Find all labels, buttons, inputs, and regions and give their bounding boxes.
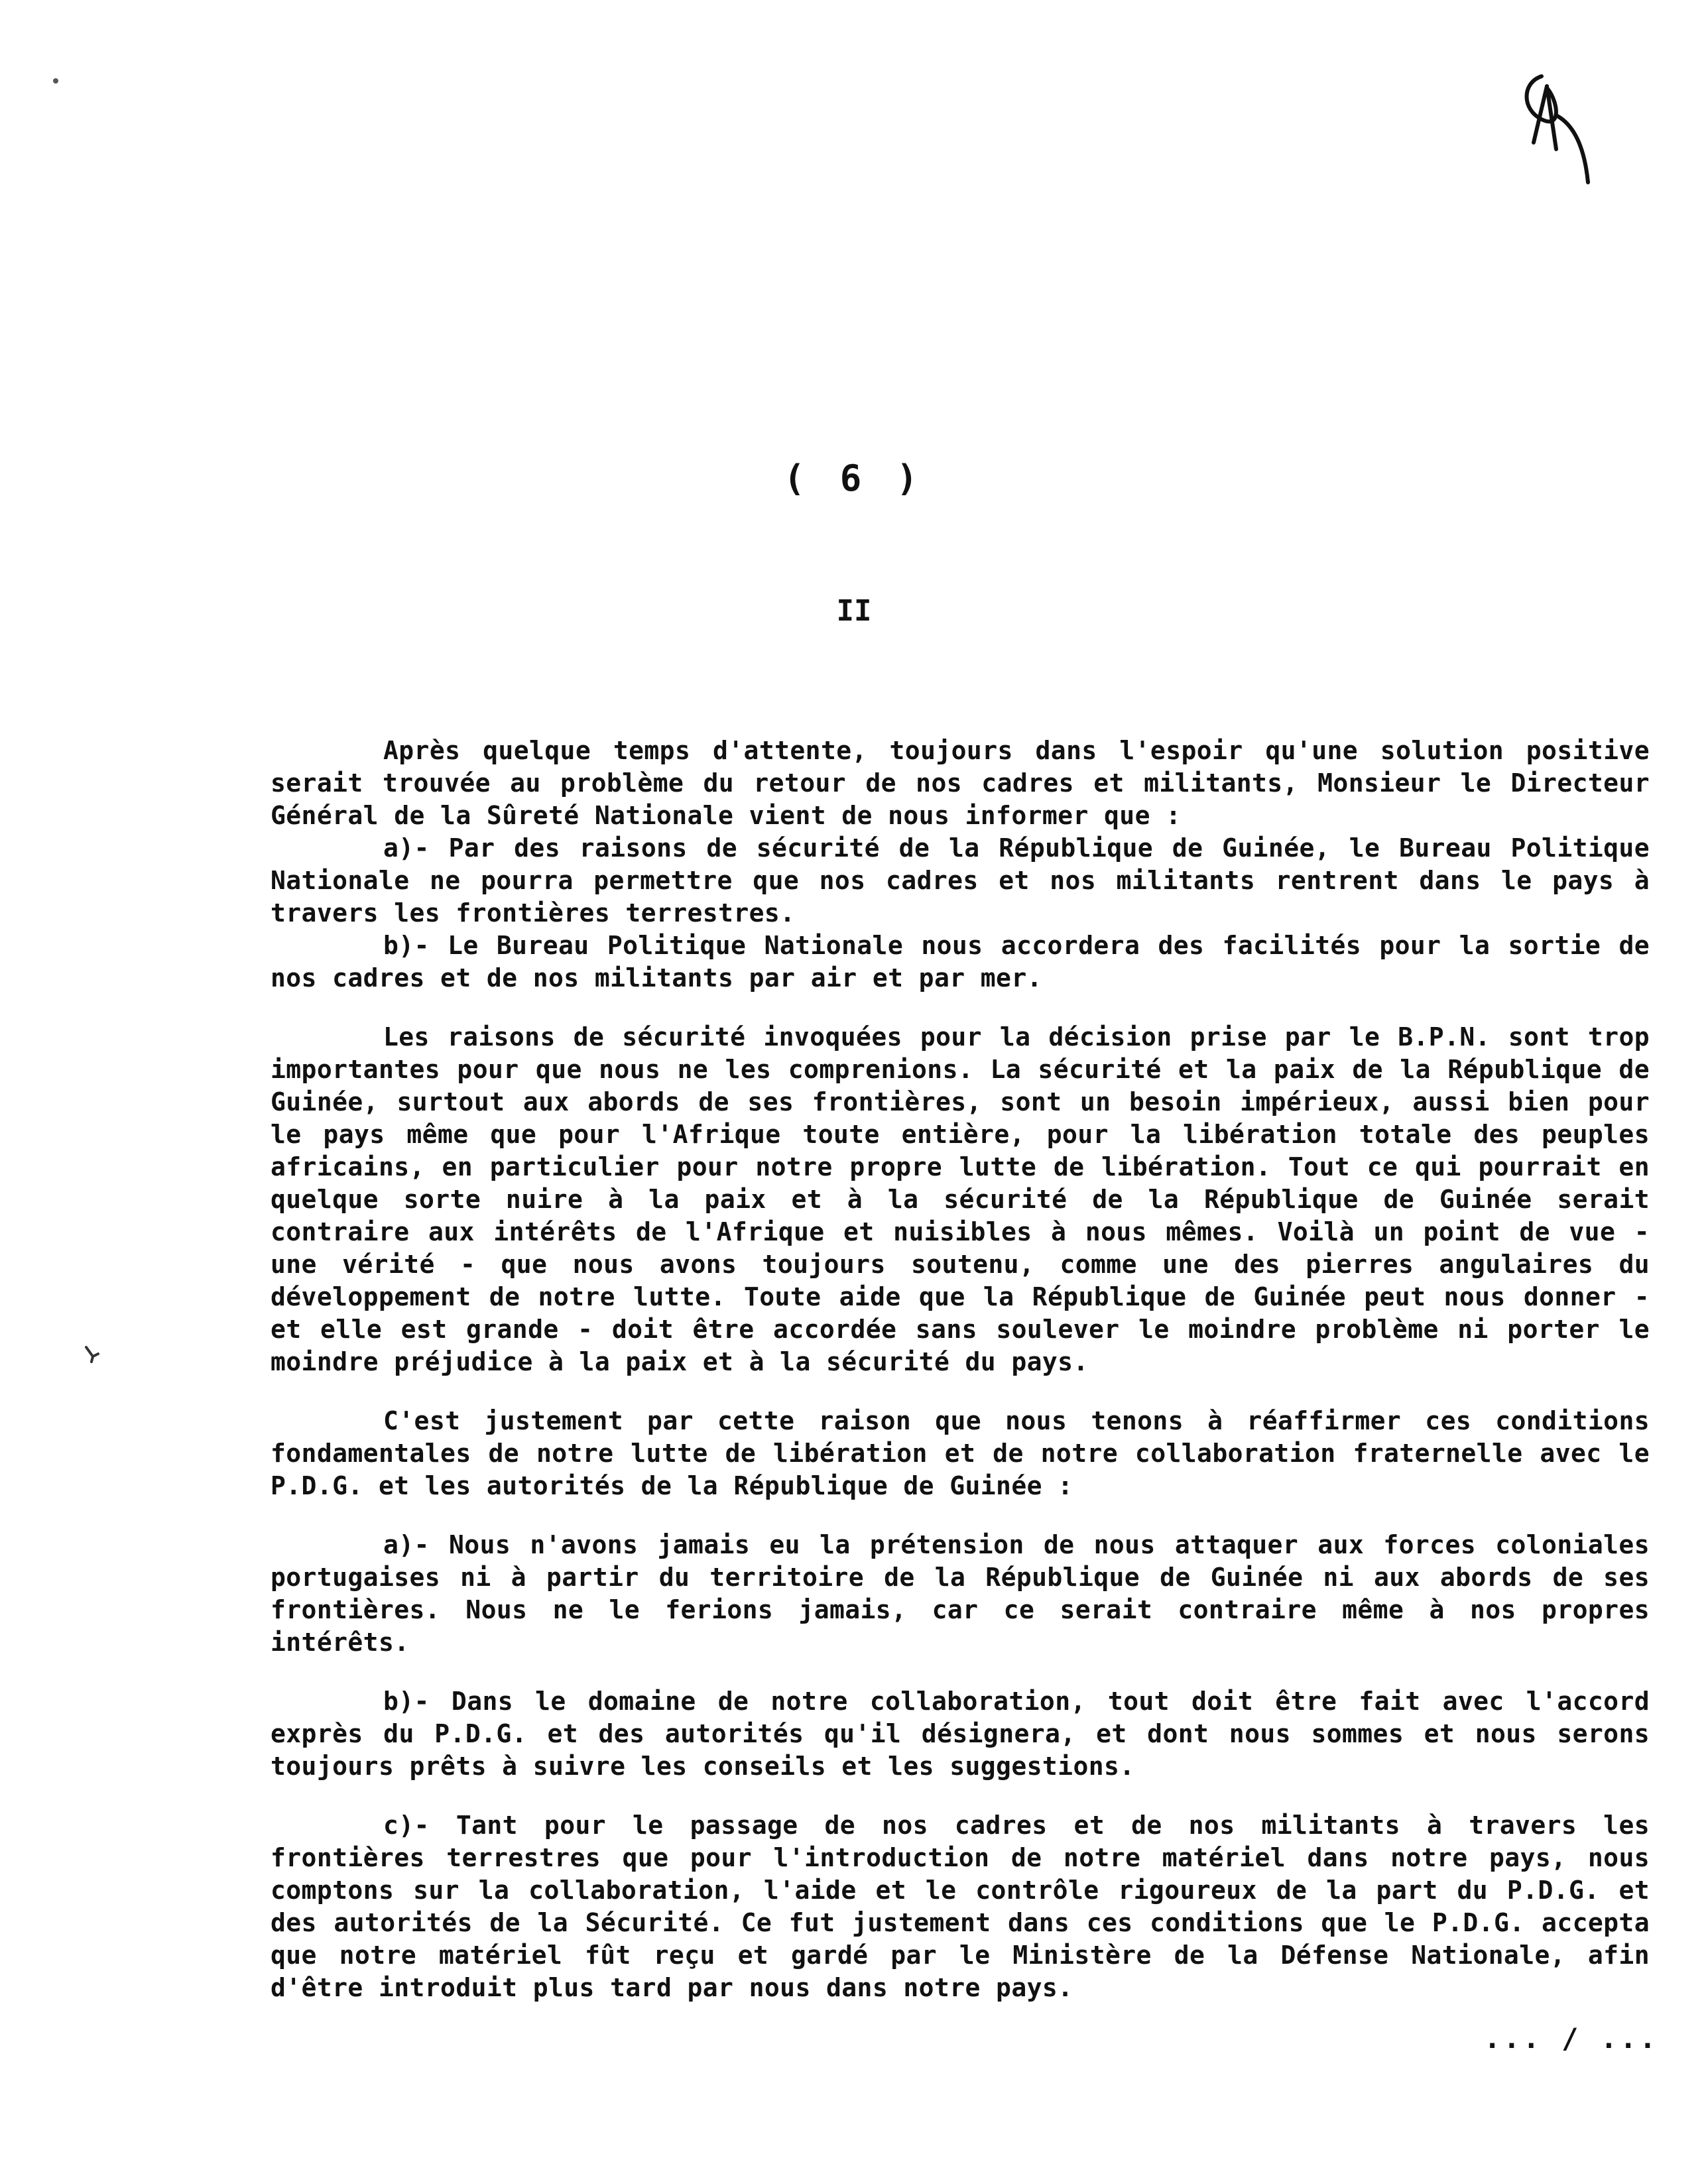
scan-speck-left-margin xyxy=(82,1345,102,1364)
paragraph-condition-b: b)- Dans le domaine de notre collaboration, tout doit être fait avec l'accord exprès du P.D.G. et des autorités qu'il désignera, et dont nous sommes et nous serons toujours prêts à suivre les conseils et les suggestions. xyxy=(271,1687,1650,1781)
paragraph-condition-c: c)- Tant pour le passage de nos cadres et de nos militants à travers les frontières terrestres que pour l'introduction de notre matériel dans notre pays, nous comptons sur la collaboration, l'aide et le contrôle rigoureux de la part du P.D.G. et des autorités de la Sécurité. Ce fut justement dans ces conditions que le P.D.G. accepta que notre matériel fût reçu et gardé par le Ministère de la Défense Nationale, afin d'être introduit plus tard par nous dans notre pays. xyxy=(271,1811,1650,2002)
scan-speck-top-left xyxy=(49,74,62,88)
document-body xyxy=(271,735,1650,2004)
continuation-mark: ... / ... xyxy=(1484,2022,1659,2055)
handwritten-initial-signature xyxy=(1495,63,1601,196)
paragraph-reaffirm-conditions: C'est justement par cette raison que nous tenons à réaffirmer ces conditions fondamentales de notre lutte de libération et de notre collaboration fraternelle avec le P.D.G. et les autorités de la République de Guinée : xyxy=(271,1406,1650,1500)
section-heading: II xyxy=(836,594,872,628)
paragraph-intro-point-b: b)- Le Bureau Politique Nationale nous accordera des facilités pour la sortie de nos cadres et de nos militants par air et par mer. xyxy=(271,931,1650,992)
paragraph-intro-point-a: a)- Par des raisons de sécurité de la République de Guinée, le Bureau Politique Nationale ne pourra permettre que nos cadres et nos militants rentrent dans le pays à travers les frontières terrestres. xyxy=(271,833,1650,928)
page-number: ( 6 ) xyxy=(783,457,925,499)
paragraph-intro: Après quelque temps d'attente, toujours dans l'espoir qu'une solution positive serait trouvée au problème du retour de nos cadres et militants, Monsieur le Directeur Général de la Sûreté Nationale vient de nous informer que : xyxy=(271,736,1650,830)
paragraph-condition-a: a)- Nous n'avons jamais eu la prétension de nous attaquer aux forces coloniales portugaises ni à partir du territoire de la République de Guinée ni aux abords de ses frontières. Nous ne le ferions jamais, car ce serait contraire même à nos propres intérêts. xyxy=(271,1530,1650,1657)
paragraph-security-reasons: Les raisons de sécurité invoquées pour la décision prise par le B.P.N. sont trop importantes pour que nous ne les comprenions. La sécurité et la paix de la République de Guinée, surtout aux abords de ses frontières, sont un besoin impérieux, aussi bien pour le pays même que pour l'Afrique toute entière, pour la libération totale des peuples africains, en particulier pour notre propre lutte de libération. Tout ce qui pourrait en quelque sorte nuire à la paix et à la sécurité de la République de Guinée serait contraire aux intérêts de l'Afrique et nuisibles à nous mêmes. Voilà un point de vue - une vérité - que nous avons toujours soutenu, comme une des pierres angulaires du développement de notre lutte. Toute aide que la République de Guinée peut nous donner - et elle est grande - doit être accordée sans soulever le moindre problème ni porter le moindre préjudice à la paix et à la sécurité du pays. xyxy=(271,1022,1650,1376)
